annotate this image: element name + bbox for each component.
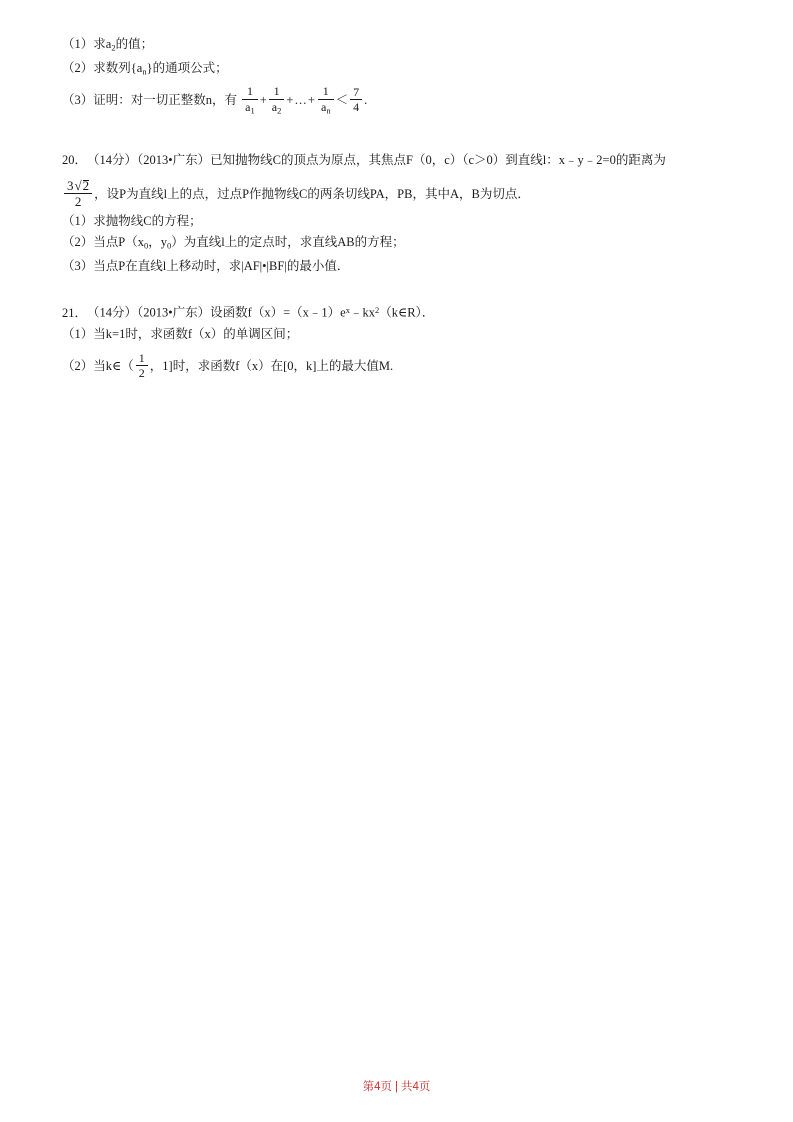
fraction-denominator <box>318 100 334 115</box>
fraction-1-over-an <box>318 85 334 115</box>
fraction-denominator: 2 <box>138 366 145 381</box>
top-item-2-text-a: 求数列{a <box>93 61 143 76</box>
top-item-2 <box>62 58 731 82</box>
question-21-exponent-2: 2 <box>374 305 380 316</box>
period-mark: . <box>364 92 368 107</box>
fraction-denominator-sub: 2 <box>277 104 282 115</box>
fraction-numerator: 1 <box>269 85 285 100</box>
fraction-numerator: 1 <box>242 85 258 100</box>
question-20-number: 20． <box>62 152 88 167</box>
top-item-3-text-a: 证明：对一切正整数n，有 <box>93 92 238 107</box>
top-item-2-label: （2） <box>62 61 94 76</box>
question-20-sub-2-subscript-y0: 0 <box>166 240 172 251</box>
fraction-denominator <box>242 100 258 115</box>
fraction-numerator: 1 <box>318 85 334 100</box>
question-21-stem-b: ﹣kx <box>349 305 375 320</box>
fraction-numerator: 1 <box>136 352 148 367</box>
footer-separator: | <box>395 1081 398 1093</box>
question-21-source: （2013•广东） <box>137 305 211 320</box>
less-than-sign: ＜ <box>335 92 349 107</box>
fraction-denominator: 2 <box>74 194 82 210</box>
question-20 <box>62 143 731 277</box>
fraction-denominator-sub: 1 <box>250 104 255 115</box>
question-21-stem-a: 设函数f（x）=（x﹣1）e <box>210 305 346 320</box>
fraction-denominator-base: a <box>245 99 251 114</box>
fraction-numerator <box>64 179 92 195</box>
question-21-sub-2-label: （2） <box>62 358 94 373</box>
question-21 <box>62 299 731 383</box>
fraction-7-over-4 <box>350 86 362 114</box>
question-20-stem-line1: 已知抛物线C的顶点为原点，其焦点F（0，c）（c＞0）到直线l：x﹣y﹣2=0的距离为 <box>210 152 666 167</box>
question-21-stem-c: （k∈R）． <box>379 305 435 320</box>
question-20-sub-2-text-c: ）为直线l上的定点时，求直线AB的方程； <box>171 234 405 249</box>
question-20-stem <box>62 143 731 177</box>
question-21-stem <box>62 299 731 324</box>
question-21-number: 21． <box>62 305 88 320</box>
question-20-sub-1 <box>62 211 731 232</box>
question-20-sub-1-label: （1） <box>62 213 94 228</box>
fraction-denominator-base: a <box>271 99 278 114</box>
question-20-sub-2-text-b: ，y <box>148 234 167 249</box>
question-20-sub-3 <box>62 256 731 277</box>
top-item-2-sub: n <box>142 66 147 77</box>
question-21-sub-1-label: （1） <box>62 326 94 341</box>
question-20-stem-continued <box>62 177 731 211</box>
question-21-sub-2-text-b: ，1]时，求函数f（x）在[0，k]上的最大值M. <box>149 358 394 373</box>
question-21-sub-1 <box>62 324 731 345</box>
question-21-sub-1-text: 当k=1时，求函数f（x）的单调区间； <box>93 326 299 341</box>
top-item-2-text-b: }的通项公式； <box>146 61 228 76</box>
top-item-3 <box>62 83 731 117</box>
fraction-1-over-a1 <box>242 85 258 115</box>
question-20-stem-line2: ，设P为直线l上的点，过点P作抛物线C的两条切线PA，PB，其中A，B为切点． <box>94 186 530 201</box>
square-root-icon: √ 2 <box>74 177 90 193</box>
fraction-denominator-sub: n <box>326 104 331 115</box>
question-21-exponent-x: x <box>345 305 350 316</box>
top-item-1-text-a: 求a <box>93 37 112 51</box>
top-item-1-sub: 2 <box>111 42 116 53</box>
operator-plus-1: + <box>259 92 267 107</box>
footer-total-pages: 共4页 <box>401 1081 431 1093</box>
question-20-sub-2 <box>62 232 731 256</box>
question-21-sub-2 <box>62 349 731 383</box>
question-20-sub-1-text: 求抛物线C的方程； <box>93 213 202 228</box>
question-20-source: （2013•广东） <box>137 152 211 167</box>
fraction-denominator <box>269 100 285 115</box>
question-21-score: （14分） <box>87 305 138 320</box>
question-20-sub-2-subscript-x0: 0 <box>143 240 149 251</box>
question-20-sub-3-label: （3） <box>62 259 94 274</box>
top-item-1 <box>62 34 731 58</box>
fraction-denominator-base: a <box>320 99 327 114</box>
fraction-3root2-over-2 <box>64 179 92 209</box>
fraction-1-over-2 <box>136 352 148 380</box>
page-footer <box>0 1078 793 1094</box>
fraction-denominator: 4 <box>353 100 360 115</box>
question-20-sub-3-text: 当点P在直线l上移动时，求|AF|•|BF|的最小值． <box>93 259 350 274</box>
footer-current-page: 第4页 <box>362 1081 392 1093</box>
question-20-sub-2-label: （2） <box>62 234 94 249</box>
top-items-block <box>62 34 731 117</box>
fraction-1-over-a2 <box>269 85 285 115</box>
fraction-numerator: 7 <box>350 86 362 101</box>
top-item-1-label: （1） <box>62 37 94 51</box>
question-20-sub-2-text-a: 当点P（x <box>93 234 144 249</box>
coefficient: 3 <box>67 177 74 193</box>
top-item-1-text-b: 的值； <box>115 37 154 51</box>
question-21-sub-2-text-a: 当k∈（ <box>93 358 134 373</box>
radicand: 2 <box>82 177 90 193</box>
top-item-3-label: （3） <box>62 92 94 107</box>
operator-plus-ellipsis: +…+ <box>286 92 316 107</box>
question-20-score: （14分） <box>87 152 138 167</box>
